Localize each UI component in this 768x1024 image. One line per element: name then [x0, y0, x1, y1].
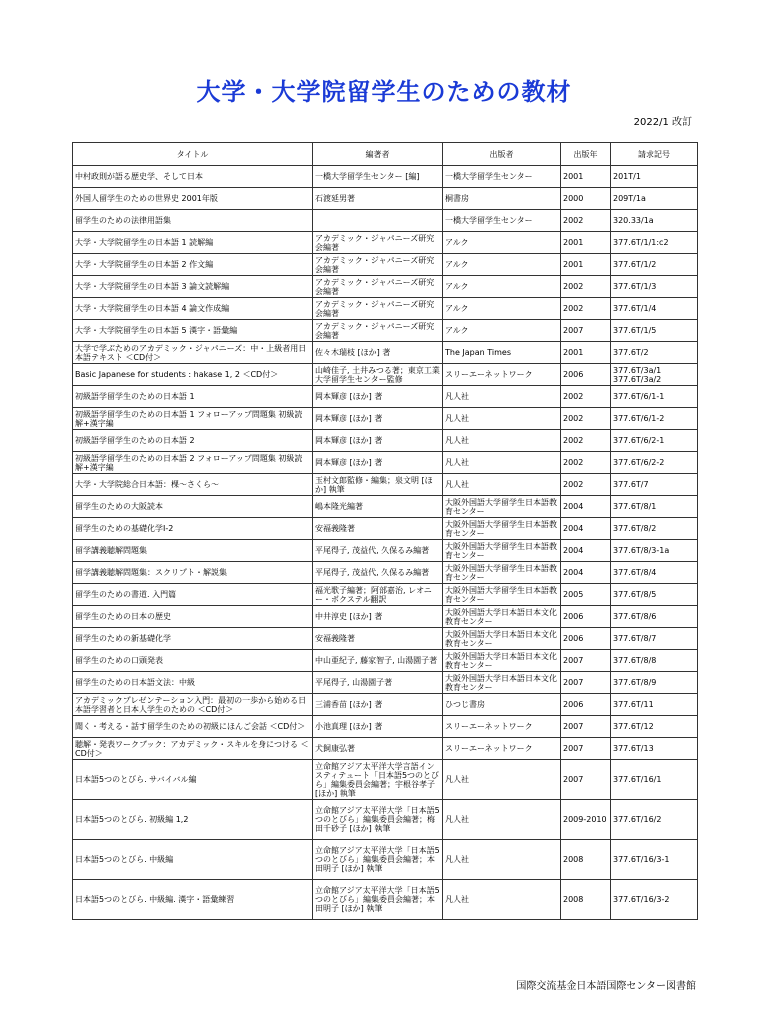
table-row — [73, 210, 698, 232]
table-header-row — [73, 143, 698, 166]
row-publisher: スリーエーネットワーク — [443, 716, 561, 738]
row-title: 日本語5つのとびら. サバイバル編 — [73, 760, 313, 800]
row-year: 2002 — [561, 298, 611, 320]
row-author: 立命館アジア太平洋大学「日本語5つのとびら」編集委員会編著；梅田千砂子 [ほか] 執筆 — [313, 800, 443, 840]
row-call-number: 377.6T/1/3 — [611, 276, 698, 298]
row-title: 留学生のための大阪読本 — [73, 496, 313, 518]
row-publisher: 一橋大学留学生センター — [443, 210, 561, 232]
header-publisher: 出版者 — [443, 143, 561, 166]
row-publisher: 凡人社 — [443, 386, 561, 408]
row-publisher: 凡人社 — [443, 430, 561, 452]
table-row — [73, 716, 698, 738]
table-row — [73, 760, 698, 800]
row-year: 2004 — [561, 496, 611, 518]
header-year: 出版年 — [561, 143, 611, 166]
row-year: 2006 — [561, 628, 611, 650]
row-call-number: 377.6T/8/7 — [611, 628, 698, 650]
row-call-number: 377.6T/6/1-1 — [611, 386, 698, 408]
row-author: 一橋大学留学生センター [編] — [313, 166, 443, 188]
row-call-number: 377.6T/13 — [611, 738, 698, 760]
row-title: 大学・大学院留学生の日本語 5 漢字・語彙編 — [73, 320, 313, 342]
row-call-number: 377.6T/8/5 — [611, 584, 698, 606]
row-author: 安福義隆著 — [313, 628, 443, 650]
row-title: 留学生のための書道. 入門篇 — [73, 584, 313, 606]
table-row — [73, 672, 698, 694]
row-publisher: 大阪外国語大学留学生日本語教育センター — [443, 562, 561, 584]
row-author: アカデミック・ジャパニーズ研究会編著 — [313, 276, 443, 298]
table-row — [73, 276, 698, 298]
row-author: アカデミック・ジャパニーズ研究会編著 — [313, 298, 443, 320]
row-author: 岡本輝彦 [ほか] 著 — [313, 386, 443, 408]
row-author: 山崎佳子, 土井みつる著；東京工業大学留学生センター監修 — [313, 364, 443, 386]
row-year: 2008 — [561, 880, 611, 920]
row-year: 2007 — [561, 650, 611, 672]
row-year: 2007 — [561, 738, 611, 760]
row-year: 2000 — [561, 188, 611, 210]
table-row — [73, 452, 698, 474]
row-call-number: 377.6T/8/2 — [611, 518, 698, 540]
row-title: 大学で学ぶためのアカデミック・ジャパニーズ：中・上級者用日本語テキスト ＜CD付＞ — [73, 342, 313, 364]
row-year: 2007 — [561, 320, 611, 342]
row-title: 初級語学留学生のための日本語 1 — [73, 386, 313, 408]
row-call-number: 377.6T/8/8 — [611, 650, 698, 672]
row-author: 福光歌子編著；阿部嘉治, レオニー・ボクステル翻訳 — [313, 584, 443, 606]
row-author: 石渡延男著 — [313, 188, 443, 210]
row-author — [313, 210, 443, 232]
table-row — [73, 496, 698, 518]
table-row — [73, 474, 698, 496]
row-publisher: アルク — [443, 298, 561, 320]
row-publisher: 凡人社 — [443, 474, 561, 496]
row-publisher: アルク — [443, 276, 561, 298]
row-publisher: 凡人社 — [443, 452, 561, 474]
row-publisher: 凡人社 — [443, 408, 561, 430]
row-year: 2006 — [561, 694, 611, 716]
row-title: 留学生のための基礎化学I-2 — [73, 518, 313, 540]
page-title: 大学・大学院留学生のための教材 — [196, 78, 572, 106]
row-title: 留学生のための日本の歴史 — [73, 606, 313, 628]
row-publisher: ひつじ書房 — [443, 694, 561, 716]
row-call-number: 377.6T/16/2 — [611, 800, 698, 840]
table-row — [73, 320, 698, 342]
row-publisher: 一橋大学留学生センター — [443, 166, 561, 188]
row-author: 中山亜紀子, 藤家智子, 山湯園子著 — [313, 650, 443, 672]
table-row — [73, 800, 698, 840]
row-author: 立命館アジア太平洋大学言語インスティテュート「日本語5つのとびら」編集委員会編著；宇根谷孝子 [ほか] 執筆 — [313, 760, 443, 800]
table-row — [73, 386, 698, 408]
row-title: 大学・大学院留学生の日本語 4 論文作成編 — [73, 298, 313, 320]
row-publisher: 大阪外国語大学留学生日本語教育センター — [443, 584, 561, 606]
table-row — [73, 166, 698, 188]
row-author: アカデミック・ジャパニーズ研究会編著 — [313, 254, 443, 276]
row-call-number: 377.6T/16/1 — [611, 760, 698, 800]
table-row — [73, 254, 698, 276]
row-year: 2008 — [561, 840, 611, 880]
revision-date: 2022/1 改訂 — [633, 117, 692, 128]
row-title: 留学講義聴解問題集 — [73, 540, 313, 562]
table-row — [73, 232, 698, 254]
row-title: 留学生のための日本語文法：中級 — [73, 672, 313, 694]
table-row — [73, 540, 698, 562]
row-year: 2004 — [561, 540, 611, 562]
row-call-number: 201T/1 — [611, 166, 698, 188]
row-call-number: 320.33/1a — [611, 210, 698, 232]
row-year: 2007 — [561, 760, 611, 800]
table-row — [73, 650, 698, 672]
row-publisher: 大阪外国語大学日本語日本文化教育センター — [443, 628, 561, 650]
table-row — [73, 562, 698, 584]
row-title: 初級語学留学生のための日本語 2 — [73, 430, 313, 452]
row-title: 大学・大学院総合日本語：棵～さくら～ — [73, 474, 313, 496]
row-call-number: 377.6T/8/6 — [611, 606, 698, 628]
header-author: 編著者 — [313, 143, 443, 166]
table-row — [73, 694, 698, 716]
row-year: 2002 — [561, 452, 611, 474]
row-call-number: 377.6T/1/1:c2 — [611, 232, 698, 254]
row-publisher: スリーエーネットワーク — [443, 364, 561, 386]
row-publisher: 大阪外国語大学留学生日本語教育センター — [443, 496, 561, 518]
table-row — [73, 342, 698, 364]
row-call-number: 377.6T/2 — [611, 342, 698, 364]
row-author: 岡本輝彦 [ほか] 著 — [313, 430, 443, 452]
table-row — [73, 408, 698, 430]
row-publisher: 桐書房 — [443, 188, 561, 210]
row-title: Basic Japanese for students : hakase 1, 2 ＜CD付＞ — [73, 364, 313, 386]
row-year: 2002 — [561, 408, 611, 430]
row-publisher: スリーエーネットワーク — [443, 738, 561, 760]
row-title: 留学生のための法律用語集 — [73, 210, 313, 232]
row-author: 平尾得子, 茂益代, 久保るみ編著 — [313, 540, 443, 562]
row-call-number: 377.6T/1/5 — [611, 320, 698, 342]
row-call-number: 377.6T/6/2-2 — [611, 452, 698, 474]
table-row — [73, 430, 698, 452]
row-year: 2005 — [561, 584, 611, 606]
row-author: 嶋本隆光編著 — [313, 496, 443, 518]
table-body — [73, 166, 698, 920]
row-call-number: 377.6T/7 — [611, 474, 698, 496]
table-row — [73, 628, 698, 650]
row-call-number: 209T/1a — [611, 188, 698, 210]
row-author: 平尾得子, 茂益代, 久保るみ編著 — [313, 562, 443, 584]
table-row — [73, 188, 698, 210]
row-title: 日本語5つのとびら. 初級編 1,2 — [73, 800, 313, 840]
row-publisher: 大阪外国語大学留学生日本語教育センター — [443, 540, 561, 562]
row-title: 初級語学留学生のための日本語 1 フォローアップ問題集 初級読解+漢字編 — [73, 408, 313, 430]
row-author: 犬飼康弘著 — [313, 738, 443, 760]
row-year: 2001 — [561, 166, 611, 188]
row-title: 中村政則が語る歴史学、そして日本 — [73, 166, 313, 188]
row-author: 立命館アジア太平洋大学「日本語5つのとびら」編集委員会編著；本田明子 [ほか] 執筆 — [313, 840, 443, 880]
row-call-number: 377.6T/1/2 — [611, 254, 698, 276]
table-row — [73, 364, 698, 386]
row-year: 2002 — [561, 386, 611, 408]
row-call-number: 377.6T/6/1-2 — [611, 408, 698, 430]
row-year: 2001 — [561, 254, 611, 276]
row-title: 聴解・発表ワークブック：アカデミック・スキルを身につける ＜CD付＞ — [73, 738, 313, 760]
row-publisher: アルク — [443, 254, 561, 276]
table-row — [73, 584, 698, 606]
header-call-number: 請求記号 — [611, 143, 698, 166]
row-author: 立命館アジア太平洋大学「日本語5つのとびら」編集委員会編著；本田明子 [ほか] 執筆 — [313, 880, 443, 920]
row-call-number: 377.6T/11 — [611, 694, 698, 716]
row-call-number: 377.6T/8/4 — [611, 562, 698, 584]
row-year: 2002 — [561, 210, 611, 232]
table-row — [73, 840, 698, 880]
row-call-number: 377.6T/16/3-1 — [611, 840, 698, 880]
row-author: 平尾得子, 山湯園子著 — [313, 672, 443, 694]
row-title: アカデミックプレゼンテーション入門：最初の一歩から始める日本語学習者と日本人学生のための ＜CD付＞ — [73, 694, 313, 716]
row-publisher: アルク — [443, 232, 561, 254]
row-call-number: 377.6T/8/9 — [611, 672, 698, 694]
row-call-number: 377.6T/8/3-1a — [611, 540, 698, 562]
row-title: 日本語5つのとびら. 中級編. 漢字・語彙練習 — [73, 880, 313, 920]
table-row — [73, 298, 698, 320]
row-year: 2004 — [561, 518, 611, 540]
row-call-number: 377.6T/8/1 — [611, 496, 698, 518]
library-name: 国際交流基金日本語国際センター図書館 — [516, 981, 696, 992]
row-author: アカデミック・ジャパニーズ研究会編著 — [313, 320, 443, 342]
row-call-number: 377.6T/1/4 — [611, 298, 698, 320]
table-row — [73, 880, 698, 920]
table-row — [73, 606, 698, 628]
table-row — [73, 518, 698, 540]
row-title: 聞く・考える・話す留学生のための初級にほんご会話 ＜CD付＞ — [73, 716, 313, 738]
row-publisher: The Japan Times — [443, 342, 561, 364]
row-author: アカデミック・ジャパニーズ研究会編著 — [313, 232, 443, 254]
row-author: 安福義隆著 — [313, 518, 443, 540]
table-row — [73, 738, 698, 760]
header-title: タイトル — [73, 143, 313, 166]
row-publisher: 大阪外国語大学日本語日本文化教育センター — [443, 650, 561, 672]
row-year: 2002 — [561, 430, 611, 452]
row-publisher: 大阪外国語大学日本語日本文化教育センター — [443, 606, 561, 628]
row-author: 玉村文郎監修・編集；泉文明 [ほか] 執筆 — [313, 474, 443, 496]
row-title: 外国人留学生のための世界史 2001年版 — [73, 188, 313, 210]
row-author: 中井淳史 [ほか] 著 — [313, 606, 443, 628]
row-year: 2007 — [561, 672, 611, 694]
row-author: 岡本輝彦 [ほか] 著 — [313, 452, 443, 474]
row-author: 三浦香苗 [ほか] 著 — [313, 694, 443, 716]
row-publisher: アルク — [443, 320, 561, 342]
row-publisher: 大阪外国語大学日本語日本文化教育センター — [443, 672, 561, 694]
row-year: 2009-2010 — [561, 800, 611, 840]
row-publisher: 凡人社 — [443, 840, 561, 880]
row-call-number: 377.6T/16/3-2 — [611, 880, 698, 920]
row-publisher: 凡人社 — [443, 800, 561, 840]
materials-table — [72, 142, 698, 920]
row-author: 小池真理 [ほか] 著 — [313, 716, 443, 738]
row-year: 2002 — [561, 276, 611, 298]
row-title: 大学・大学院留学生の日本語 1 読解編 — [73, 232, 313, 254]
row-call-number: 377.6T/12 — [611, 716, 698, 738]
row-year: 2001 — [561, 342, 611, 364]
row-year: 2006 — [561, 364, 611, 386]
row-author: 岡本輝彦 [ほか] 著 — [313, 408, 443, 430]
row-call-number: 377.6T/3a/1 377.6T/3a/2 — [611, 364, 698, 386]
row-year: 2007 — [561, 716, 611, 738]
row-title: 日本語5つのとびら. 中級編 — [73, 840, 313, 880]
row-title: 留学生のための口頭発表 — [73, 650, 313, 672]
row-year: 2004 — [561, 562, 611, 584]
row-publisher: 凡人社 — [443, 880, 561, 920]
row-year: 2006 — [561, 606, 611, 628]
row-title: 留学生のための新基礎化学 — [73, 628, 313, 650]
row-call-number: 377.6T/6/2-1 — [611, 430, 698, 452]
row-title: 留学講義聴解問題集：スクリプト・解説集 — [73, 562, 313, 584]
row-title: 大学・大学院留学生の日本語 3 論文読解編 — [73, 276, 313, 298]
row-year: 2001 — [561, 232, 611, 254]
row-publisher: 凡人社 — [443, 760, 561, 800]
row-year: 2002 — [561, 474, 611, 496]
row-publisher: 大阪外国語大学留学生日本語教育センター — [443, 518, 561, 540]
row-title: 大学・大学院留学生の日本語 2 作文編 — [73, 254, 313, 276]
row-title: 初級語学留学生のための日本語 2 フォローアップ問題集 初級読解+漢字編 — [73, 452, 313, 474]
row-author: 佐々木瑞枝 [ほか] 著 — [313, 342, 443, 364]
